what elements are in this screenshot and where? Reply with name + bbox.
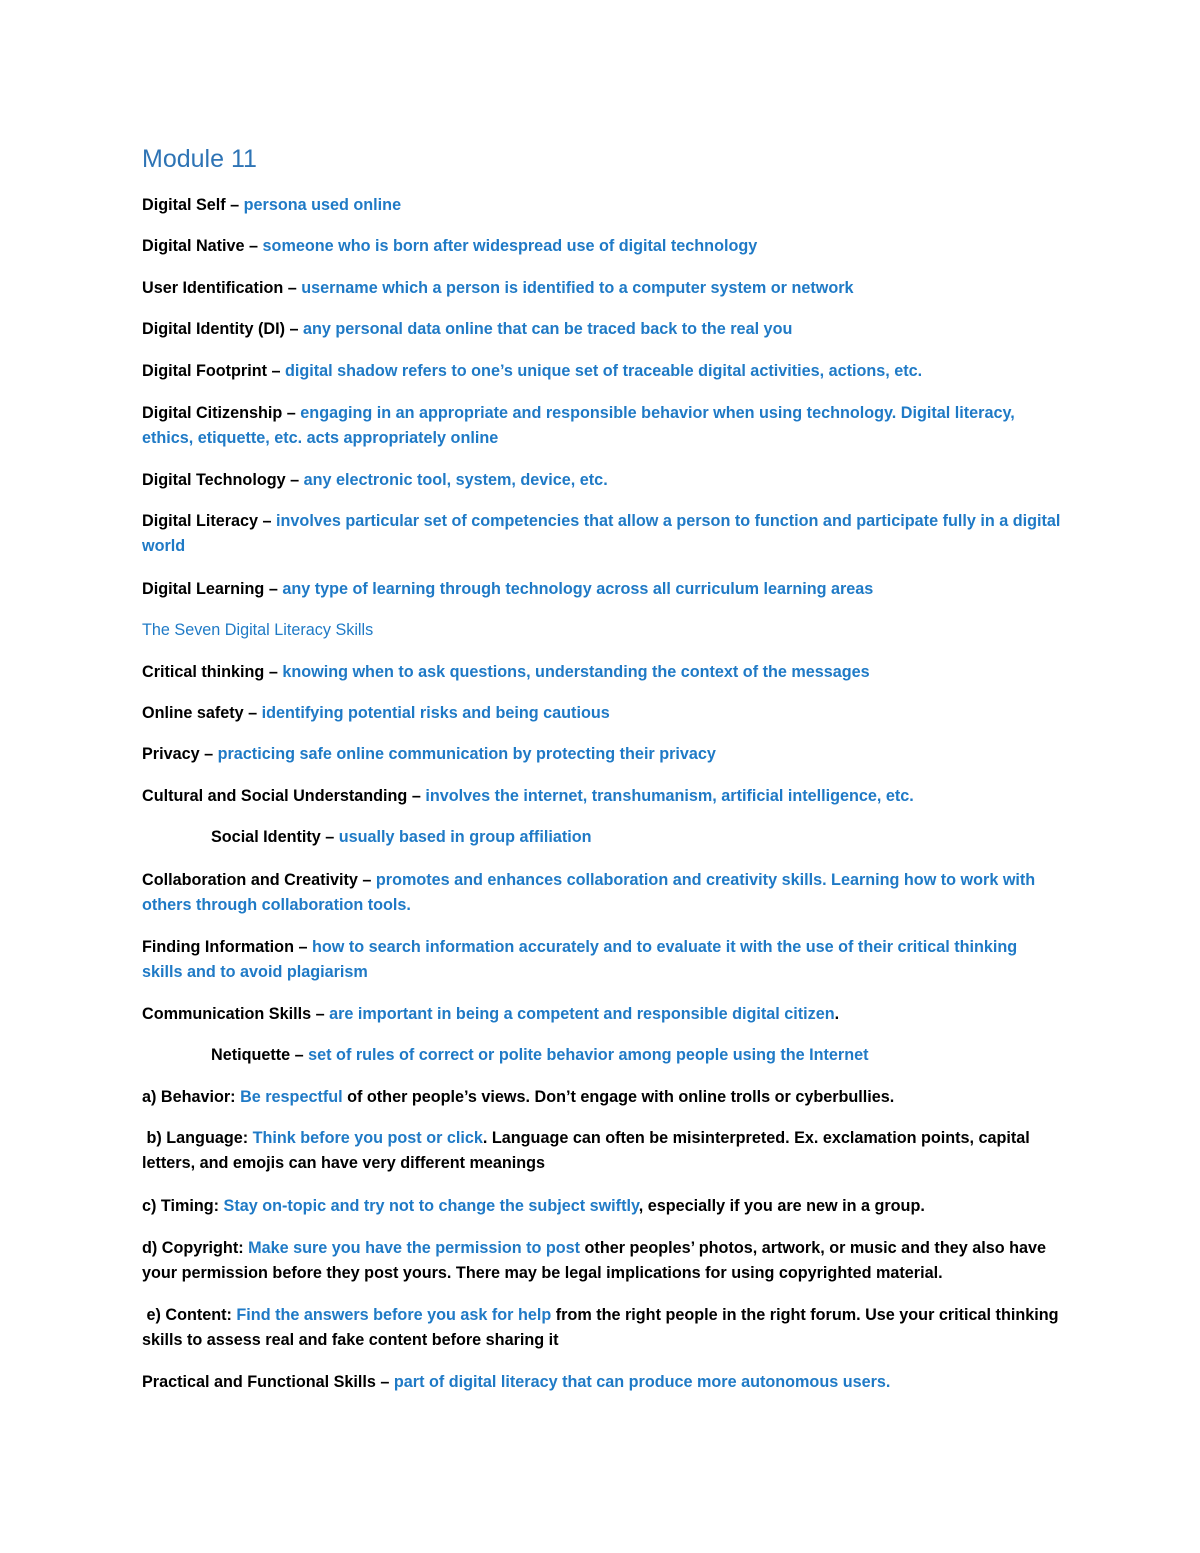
term: Online safety –	[142, 704, 262, 722]
skill-online-safety	[142, 701, 1062, 726]
skill-netiquette	[211, 1043, 1061, 1068]
text: other peoples’ photos, artwork, or music and they also have your permission before they post yours. There may be legal implications for using copyrighted material.	[142, 1239, 1046, 1282]
definition: digital shadow refers to one’s unique set of traceable digital activities, actions, etc.	[284, 362, 923, 380]
definition: persona used online	[243, 196, 402, 214]
definition: any type of learning through technology across all curriculum learning areas	[282, 580, 874, 598]
term: Digital Identity (DI) –	[142, 320, 303, 338]
definition: set of rules of correct or polite behavior among people using the Internet	[308, 1046, 869, 1064]
section-heading: The Seven Digital Literacy Skills	[142, 621, 374, 639]
term: Collaboration and Creativity –	[142, 871, 376, 889]
definition-digital-learning	[142, 577, 1062, 602]
label: b) Language:	[142, 1129, 253, 1147]
term: Netiquette –	[211, 1046, 309, 1064]
definition: someone who is born after widespread use of digital technology	[262, 237, 758, 255]
skill-finding-information	[142, 935, 1062, 985]
term: Digital Self –	[142, 196, 244, 214]
definition: any personal data online that can be traced back to the real you	[302, 320, 793, 338]
definition-digital-citizenship	[142, 401, 1062, 451]
term: Digital Learning –	[142, 580, 283, 598]
punctuation: .	[834, 1005, 840, 1023]
skill-privacy	[142, 742, 1062, 767]
netiquette-content	[142, 1303, 1062, 1353]
definition: identifying potential risks and being cautious	[261, 704, 610, 722]
definition-digital-footprint	[142, 359, 1062, 384]
skill-social-identity	[211, 825, 1061, 850]
skill-practical-functional	[142, 1370, 1062, 1395]
label: a) Behavior:	[142, 1088, 241, 1106]
definition: promotes and enhances collaboration and creativity skills. Learning how to work with others through collaboration tools.	[142, 871, 1036, 914]
definition: engaging in an appropriate and responsible behavior when using technology. Digital literacy, ethics, etiquette, etc. acts appropriately online	[142, 404, 1015, 447]
highlight: Find the answers before you ask for help	[236, 1306, 552, 1324]
highlight: Make sure you have the permission to post	[248, 1239, 581, 1257]
netiquette-timing	[142, 1194, 1062, 1219]
definition: practicing safe online communication by protecting their privacy	[217, 745, 716, 763]
highlight: Stay on-topic and try not to change the subject swiftly	[223, 1197, 639, 1215]
term: Digital Literacy –	[142, 512, 277, 530]
highlight: Think before you post or click	[252, 1129, 483, 1147]
term: Social Identity –	[211, 828, 339, 846]
definition: are important in being a competent and responsible digital citizen	[329, 1005, 835, 1023]
definition-digital-identity	[142, 317, 1062, 342]
definition: usually based in group affiliation	[338, 828, 592, 846]
term: Critical thinking –	[142, 663, 283, 681]
label: c) Timing:	[142, 1197, 224, 1215]
text: . Language can often be misinterpreted. Ex. exclamation points, capital letters, and emojis can have very different meanings	[142, 1129, 1035, 1172]
definition-digital-native	[142, 234, 1062, 259]
definition: knowing when to ask questions, understanding the context of the messages	[282, 663, 870, 681]
skill-communication	[142, 1002, 1062, 1027]
skill-cultural-social	[142, 784, 1062, 809]
definition-user-identification	[142, 276, 1062, 301]
text: of other people’s views. Don’t engage with online trolls or cyberbullies.	[342, 1088, 895, 1106]
definition: username which a person is identified to a computer system or network	[301, 279, 854, 297]
definition: any electronic tool, system, device, etc.	[303, 471, 608, 489]
highlight: Be respectful	[240, 1088, 343, 1106]
term: Digital Citizenship –	[142, 404, 301, 422]
text: , especially if you are new in a group.	[638, 1197, 925, 1215]
definition: part of digital literacy that can produce more autonomous users.	[393, 1373, 891, 1391]
skill-critical-thinking	[142, 660, 1062, 685]
term: Cultural and Social Understanding –	[142, 787, 426, 805]
skill-collaboration	[142, 868, 1062, 918]
page-title: Module 11	[142, 145, 257, 173]
definition-digital-technology	[142, 468, 1062, 493]
definition: involves the internet, transhumanism, artificial intelligence, etc.	[425, 787, 914, 805]
label: e) Content:	[142, 1306, 237, 1324]
definition-digital-literacy	[142, 509, 1062, 559]
term: Finding Information –	[142, 938, 312, 956]
text: from the right people in the right forum. Use your critical thinking skills to assess real and fake content before sharing it	[142, 1306, 1063, 1349]
netiquette-behavior	[142, 1085, 1062, 1110]
label: d) Copyright:	[142, 1239, 249, 1257]
definition: how to search information accurately and to evaluate it with the use of their critical thinking skills and to avoid plagiarism	[142, 938, 1018, 981]
netiquette-copyright	[142, 1236, 1062, 1286]
netiquette-language	[142, 1126, 1062, 1176]
term: Privacy –	[142, 745, 218, 763]
term: Digital Technology –	[142, 471, 304, 489]
definition-digital-self	[142, 193, 1062, 218]
term: Digital Native –	[142, 237, 263, 255]
term: Practical and Functional Skills –	[142, 1373, 394, 1391]
term: User Identification –	[142, 279, 302, 297]
term: Communication Skills –	[142, 1005, 330, 1023]
term: Digital Footprint –	[142, 362, 285, 380]
definition: involves particular set of competencies that allow a person to function and participate fully in a digital world	[142, 512, 1061, 555]
